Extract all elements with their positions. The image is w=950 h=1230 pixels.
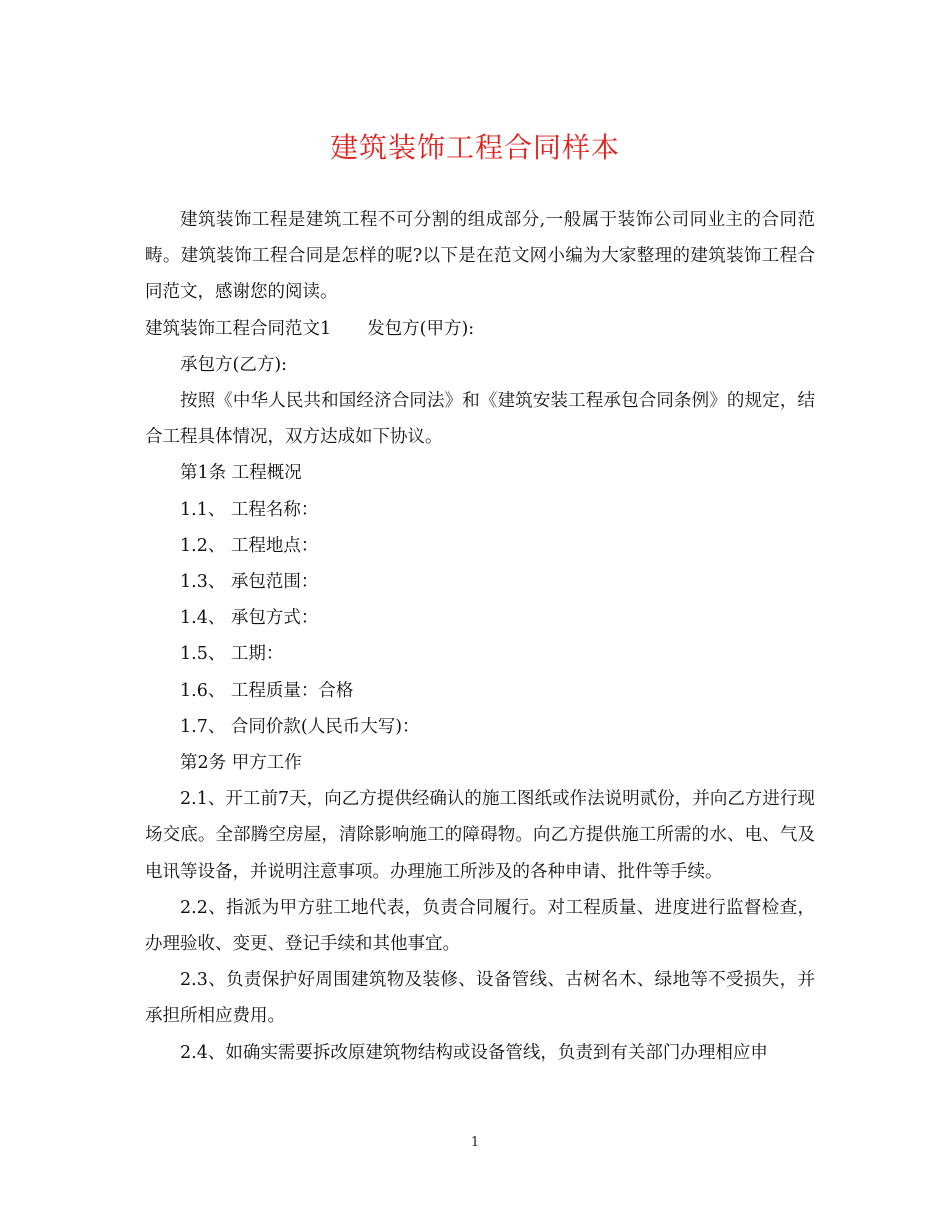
article-1-heading: 第1条 工程概况 — [180, 463, 302, 484]
document-body — [145, 202, 815, 1071]
document-title: 建筑装饰工程合同样本 — [329, 131, 620, 164]
article-1-item: 1.3、 承包范围： — [180, 572, 319, 593]
party-b-label: 承包方(乙方): — [180, 354, 288, 375]
article-1-item: 1.4、 承包方式： — [180, 608, 319, 629]
article-1-item: 1.2、 工程地点： — [180, 535, 319, 556]
basis-paragraph: 按照《中华人民共和国经济合同法》和《建筑安装工程承包合同条例》的规定，结合工程具体情况，双方达成如下协议。 — [145, 391, 815, 448]
article-2-item: 2.4、如确实需要拆改原建筑物结构或设备管线，负责到有关部门办理相应申 — [180, 1042, 768, 1063]
sample-heading: 建筑装饰工程合同范文1 — [145, 318, 332, 339]
article-1-item: 1.5、 工期： — [180, 644, 284, 665]
article-1-item: 1.7、 合同价款(人民币大写)： — [180, 716, 420, 737]
article-2-heading: 第2务 甲方工作 — [180, 753, 302, 774]
article-2-item: 2.2、指派为甲方驻工地代表，负责合同履行。对工程质量、进度进行监督检查，办理验收、变更、登记手续和其他事宜。 — [145, 897, 815, 955]
article-2-item: 2.3、负责保护好周围建筑物及装修、设备管线、古树名木、绿地等不受损失，并承担所相应费用。 — [145, 970, 815, 1027]
intro-paragraph: 建筑装饰工程是建筑工程不可分割的组成部分,一般属于装饰公司同业主的合同范畴。建筑装饰工程合同是怎样的呢?以下是在范文网小编为大家整理的建筑装饰工程合同范文，感谢您的阅读。 — [145, 210, 815, 303]
article-2-item: 2.1、开工前7天，向乙方提供经确认的施工图纸或作法说明贰份，并向乙方进行现场交底。全部腾空房屋，清除影响施工的障碍物。向乙方提供施工所需的水、电、气及电讯等设备，并说明注意事项。办理施工所涉及的各种申请、批件等手续。 — [145, 789, 815, 882]
article-1-item: 1.6、 工程质量：合格 — [180, 680, 354, 701]
page-number: 1 — [470, 1135, 480, 1150]
article-1-item: 1.1、 工程名称： — [180, 499, 319, 520]
party-a-label: 发包方(甲方): — [367, 318, 475, 339]
sample-heading-line — [145, 311, 815, 347]
